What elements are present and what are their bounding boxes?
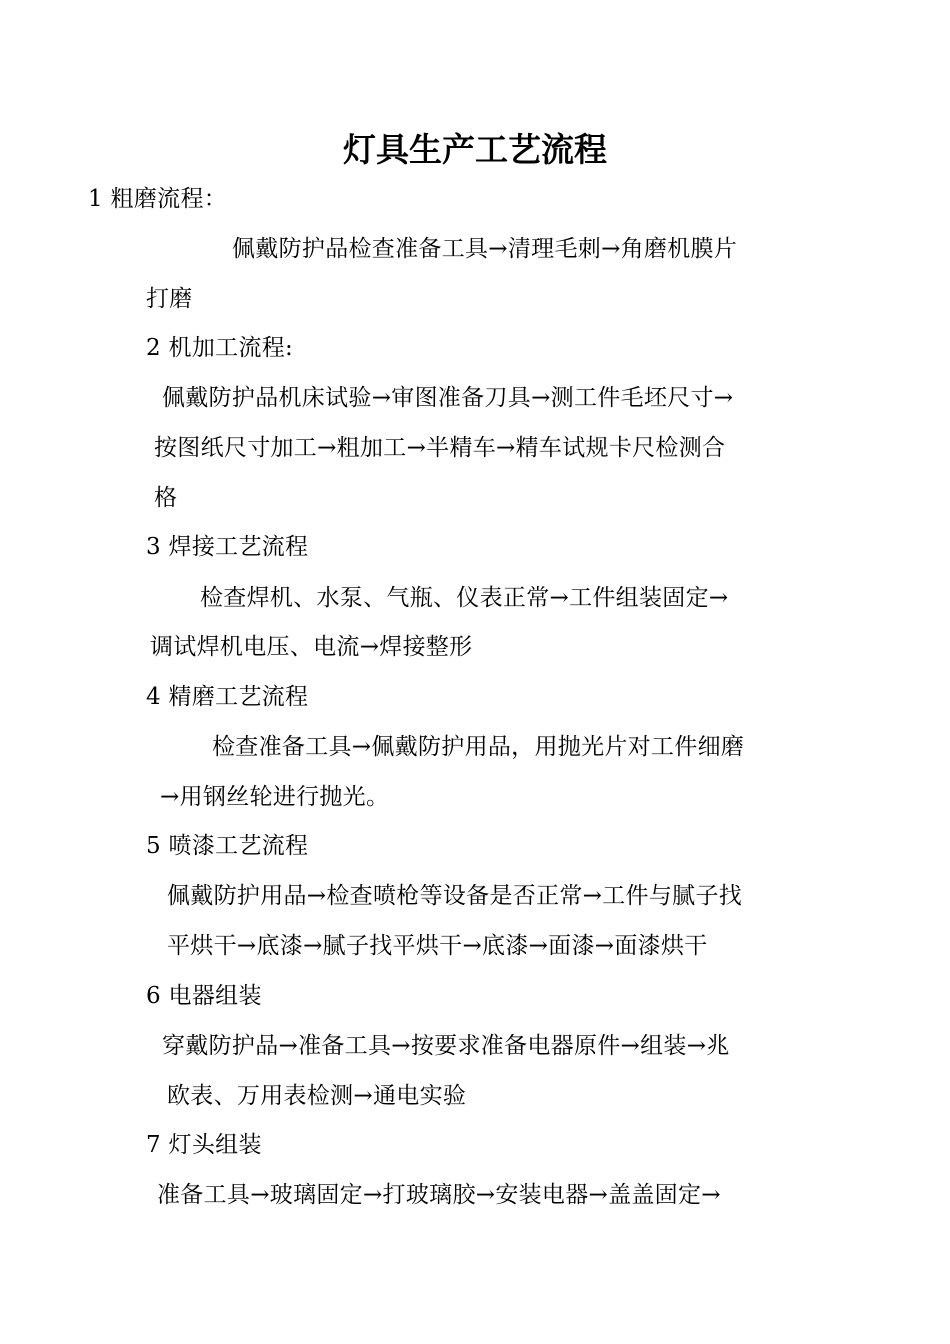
section-heading-1: 1 粗磨流程：: [88, 186, 228, 212]
section-4-line-2: →用钢丝轮进行抛光。: [160, 784, 390, 810]
section-2-line-1: 佩戴防护品机床试验→审图准备刀具→测工件毛坯尺寸→: [162, 385, 734, 411]
section-5-line-2: 平烘干→底漆→腻子找平烘干→底漆→面漆→面漆烘干: [167, 933, 708, 959]
section-1-line-2: 打磨: [146, 286, 193, 312]
section-5-line-1: 佩戴防护用品→检查喷枪等设备是否正常→工件与腻子找: [167, 883, 743, 909]
section-heading-3: 3 焊接工艺流程: [146, 534, 309, 560]
section-3-line-2: 调试焊机电压、电流→焊接整形: [150, 634, 473, 660]
section-heading-5: 5 喷漆工艺流程: [146, 833, 309, 859]
section-4-line-1: 检查准备工具→佩戴防护用品，用抛光片对工件细磨: [212, 734, 745, 760]
section-2-line-3: 格: [154, 485, 178, 511]
section-6-line-2: 欧表、万用表检测→通电实验: [167, 1083, 467, 1109]
section-3-line-1: 检查焊机、水泵、气瓶、仪表正常→工件组装固定→: [200, 585, 729, 611]
section-1-line-1: 佩戴防护品检查准备工具→清理毛刺→角磨机膜片: [232, 236, 738, 262]
page-title: 灯具生产工艺流程: [343, 130, 607, 169]
section-6-line-1: 穿戴防护品→准备工具→按要求准备电器原件→组装→兆: [162, 1033, 730, 1059]
section-7-line-1: 准备工具→玻璃固定→打玻璃胶→安装电器→盖盖固定→: [157, 1182, 721, 1208]
section-heading-7: 7 灯头组装: [146, 1132, 262, 1158]
section-2-line-2: 按图纸尺寸加工→粗加工→半精车→精车试规卡尺检测合: [154, 435, 726, 461]
section-heading-4: 4 精磨工艺流程: [146, 684, 309, 710]
section-heading-2: 2 机加工流程:: [146, 335, 294, 361]
section-heading-6: 6 电器组装: [146, 983, 262, 1009]
